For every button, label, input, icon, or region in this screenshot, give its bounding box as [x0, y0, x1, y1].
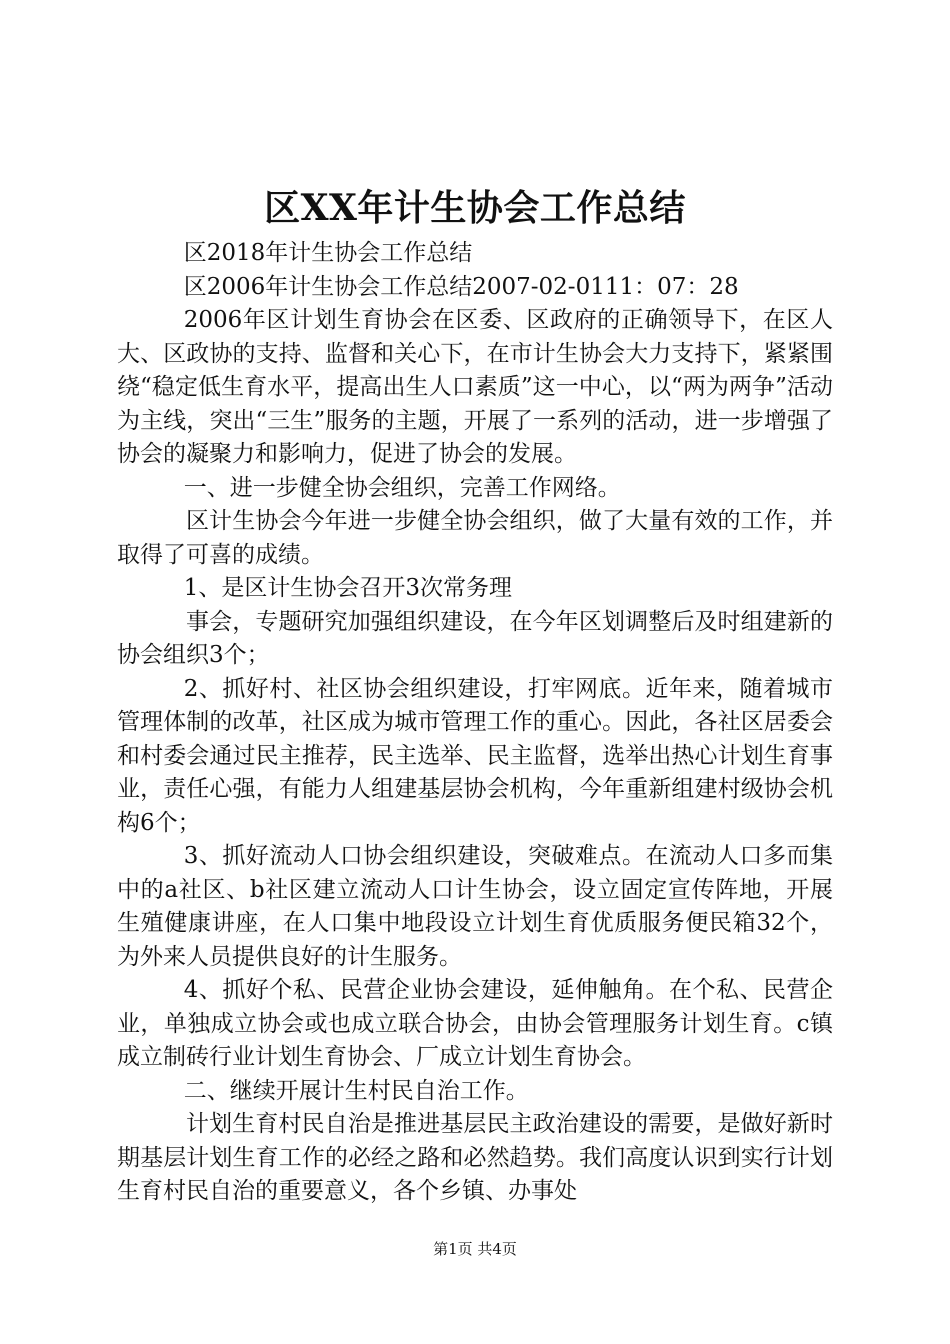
paragraph: 1、是区计生协会召开3次常务理 [183, 575, 512, 601]
document-body [117, 237, 833, 1209]
section-heading: 一、进一步健全协会组织，完善工作网络。 [183, 474, 621, 501]
paragraph: 区2006年计生协会工作总结2007-02-0111：07：28 [183, 273, 739, 300]
paragraph: 区计生协会今年进一步健全协会组织，做了大量有效的工作，并取得了可喜的成绩。 [117, 508, 833, 568]
paragraph: 4、抓好个私、民营企业协会建设，延伸触角。在个私、民营企业，单独成立协会或也成立联合协会，由协会管理服务计划生育。c镇成立制砖行业计划生育协会、厂成立计划生育协会。 [117, 977, 833, 1070]
paragraph: 区2018年计生协会工作总结 [183, 240, 473, 266]
section-heading: 二、继续开展计生村民自治工作。 [183, 1077, 529, 1104]
document-title: 区XX年计生协会工作总结 [264, 187, 686, 229]
paragraph: 计划生育村民自治是推进基层民主政治建设的需要，是做好新时期基层计划生育工作的必经之路和必然趋势。我们高度认识到实行计划生育村民自治的重要意义，各个乡镇、办事处 [117, 1111, 833, 1204]
page-number: 第1页 共4页 [433, 1240, 517, 1258]
paragraph: 事会，专题研究加强组织建设，在今年区划调整后及时组建新的协会组织3个； [117, 608, 833, 668]
paragraph: 2、抓好村、社区协会组织建设，打牢网底。近年来，随着城市管理体制的改革，社区成为城市管理工作的重心。因此，各社区居委会和村委会通过民主推荐，民主选举、民主监督，选举出热心计划生育事业，责任心强，有能力人组建基层协会机构，今年重新组建村级协会机构6个； [117, 675, 833, 836]
paragraph: 2006年区计划生育协会在区委、区政府的正确领导下，在区人大、区政协的支持、监督和关心下，在市计生协会大力支持下，紧紧围绕“稳定低生育水平，提高出生人口素质”这一中心，以“两为两争”活动为主线，突出“三生”服务的主题，开展了一系列的活动，进一步增强了协会的凝聚力和影响力，促进了协会的发展。 [117, 307, 833, 467]
paragraph: 3、抓好流动人口协会组织建设，突破难点。在流动人口多而集中的a社区、b社区建立流动人口计生协会，设立固定宣传阵地，开展生殖健康讲座，在人口集中地段设立计划生育优质服务便民箱32个，为外来人员提供良好的计生服务。 [117, 843, 833, 970]
